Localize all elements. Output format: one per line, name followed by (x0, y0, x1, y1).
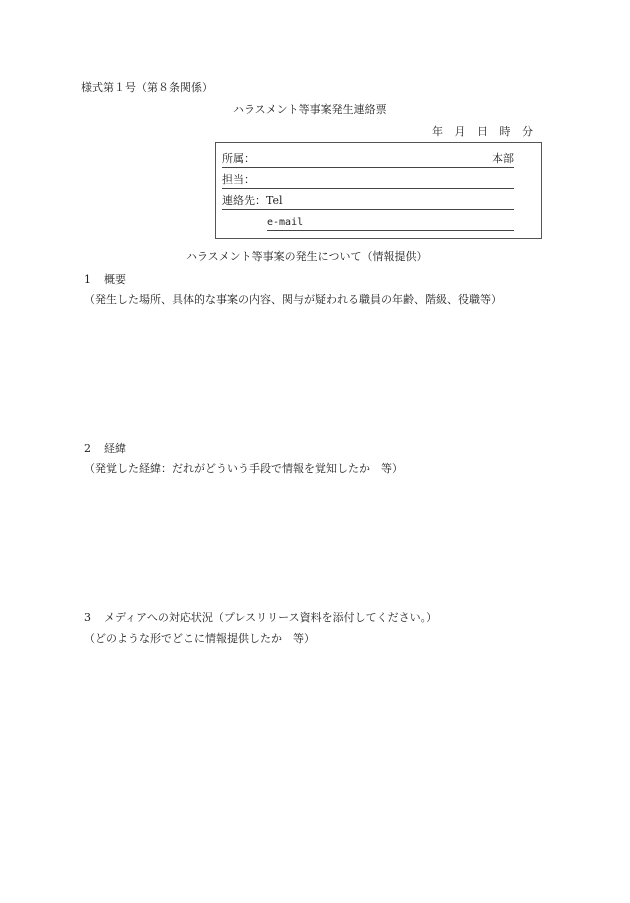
affiliation-label: 所属： (222, 152, 255, 165)
section-3-heading: メディアへの対応状況（プレスリリース資料を添付してください。） (104, 611, 438, 624)
date-month-label: 月 (454, 125, 466, 138)
section-2-heading: 経緯 (104, 442, 126, 455)
date-row (432, 126, 545, 137)
affiliation-field[interactable] (222, 152, 514, 168)
date-hour-label: 時 (499, 125, 511, 138)
form-number: 様式第１号（第８条関係） (81, 81, 213, 94)
section-1-number: 1 (84, 273, 91, 286)
tel-field[interactable] (222, 194, 514, 210)
contact-box (215, 142, 542, 239)
person-in-charge-label: 担当： (222, 173, 255, 186)
date-day-label: 日 (477, 125, 488, 138)
section-1-note: （発生した場所、具体的な事案の内容、関与が疑われる職員の年齢、階級、役職等） (84, 293, 502, 306)
section-3-note: （どのような形でどこに情報提供したか 等） (84, 632, 315, 645)
affiliation-suffix: 本部 (492, 152, 514, 165)
email-label: e-mail (267, 217, 304, 228)
section-2-answer-area[interactable] (84, 481, 544, 606)
section-3-answer-area[interactable] (84, 651, 544, 871)
section-2-number: 2 (84, 442, 91, 455)
date-year-label: 年 (432, 125, 443, 138)
person-in-charge-field[interactable] (222, 173, 514, 189)
form-title: ハラスメント等事案発生連絡票 (233, 103, 387, 116)
subtitle: ハラスメント等事案の発生について（情報提供） (186, 250, 428, 263)
section-1-answer-area[interactable] (84, 312, 544, 437)
section-3-number: 3 (84, 611, 91, 624)
tel-label: 連絡先：Tel (222, 194, 283, 207)
section-1-heading: 概要 (104, 273, 126, 286)
date-minute-label: 分 (522, 125, 533, 138)
section-2-note: （発覚した経緯：だれがどういう手段で情報を覚知したか 等） (84, 462, 403, 475)
email-field[interactable] (267, 215, 514, 231)
